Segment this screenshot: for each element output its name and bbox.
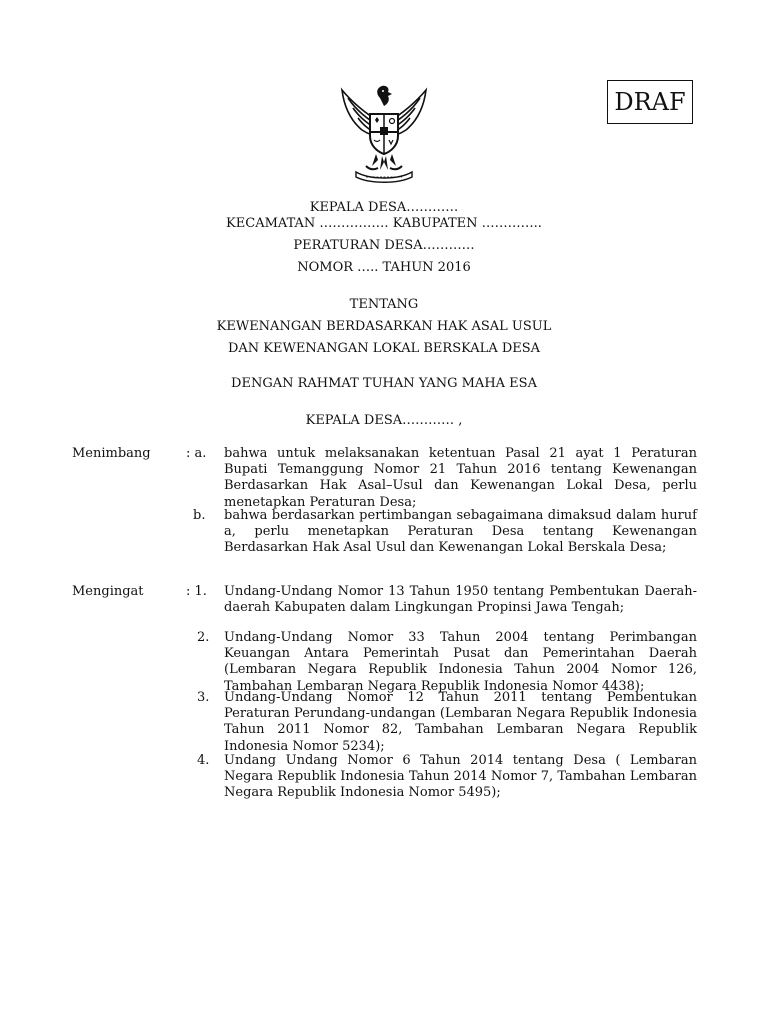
title-tentang: TENTANG <box>349 297 419 312</box>
menimbang-marker-b: b. <box>193 508 206 523</box>
mengingat-label: Mengingat <box>72 584 144 599</box>
mengingat-item-4: Undang Undang Nomor 6 Tahun 2014 tentang Desa ( Lembaran Negara Republik Indonesia Tahun 2014 Nomor 7, Tambahan Lembaran Negara Republik Indonesia Nomor 5495); <box>224 753 697 801</box>
preamble-rahmat: DENGAN RAHMAT TUHAN YANG MAHA ESA <box>231 376 537 391</box>
mengingat-marker-1: : 1. <box>186 584 207 599</box>
preamble-kepala-desa: KEPALA DESA………… , <box>305 413 463 428</box>
mengingat-marker-4: 4. <box>197 753 210 768</box>
header-number-year: NOMOR ….. TAHUN 2016 <box>297 260 471 275</box>
mengingat-item-2: Undang-Undang Nomor 33 Tahun 2004 tentang Perimbangan Keuangan Antara Pemerintah Pusat dan Pemerintahan Daerah (Lembaran Negara Republik Indonesia Tahun 2004 Nomor 126, Tambahan Lembaran Negara Republik Indonesia Nomor 4438); <box>224 630 697 694</box>
mengingat-marker-3: 3. <box>197 690 210 705</box>
mengingat-item-3: Undang-Undang Nomor 12 Tahun 2011 tentang Pembentukan Peraturan Perundang-undangan (Lembaran Negara Republik Indonesia Tahun 2011 Nomor 82, Tambahan Lembaran Negara Republik Indonesia Nomor 5234); <box>224 690 697 754</box>
menimbang-label: Menimbang <box>72 446 151 461</box>
mengingat-item-1: Undang-Undang Nomor 13 Tahun 1950 tentang Pembentukan Daerah-daerah Kabupaten dalam Lingkungan Propinsi Jawa Tengah; <box>224 584 697 616</box>
draft-stamp: DRAF <box>607 80 693 124</box>
header-village-head: KEPALA DESA………… <box>309 200 459 215</box>
mengingat-marker-2: 2. <box>197 630 210 645</box>
menimbang-marker-a: : a. <box>186 446 207 461</box>
title-subject-line2: DAN KEWENANGAN LOKAL BERSKALA DESA <box>227 341 541 356</box>
header-district-regency: KECAMATAN ……………. KABUPATEN ………….. <box>226 216 542 231</box>
title-subject-line1: KEWENANGAN BERDASARKAN HAK ASAL USUL <box>216 319 552 334</box>
menimbang-item-b: bahwa berdasarkan pertimbangan sebagaimana dimaksud dalam huruf a, perlu menetapkan Peraturan Desa tentang Kewenangan Berdasarkan Hak Asal Usul dan Kewenangan Lokal Berskala Desa; <box>224 508 697 556</box>
header-regulation: PERATURAN DESA………… <box>293 238 475 253</box>
menimbang-item-a: bahwa untuk melaksanakan ketentuan Pasal 21 ayat 1 Peraturan Bupati Temanggung Nomor 21 Tahun 2016 tentang Kewenangan Berdasarkan Hak Asal–Usul dan Kewenangan Lokal Desa, perlu menetapkan Peraturan Desa; <box>224 446 697 510</box>
garuda-emblem-icon <box>336 84 432 184</box>
